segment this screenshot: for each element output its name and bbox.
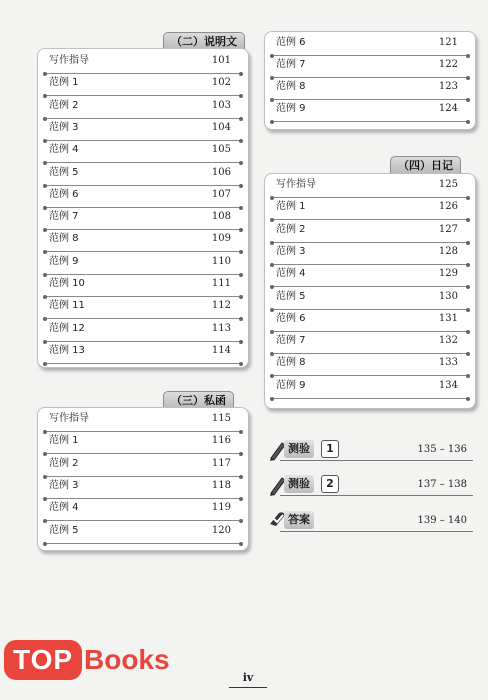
toc-entry-label: 范例 3	[49, 479, 79, 491]
toc-entry-page: 114	[211, 344, 231, 356]
toc-entry-label: 范例 11	[49, 300, 85, 312]
toc-entry-label: 范例 6	[276, 37, 306, 48]
toc-entry-label: 范例 8	[49, 233, 79, 245]
toc-entry-page: 119	[211, 502, 231, 514]
test-label: 答案	[284, 511, 314, 529]
test-label: 测验	[284, 440, 314, 458]
toc-row	[45, 498, 241, 521]
toc-row	[45, 296, 241, 319]
toc-entry-label: 范例 4	[49, 144, 79, 156]
toc-entry-label: 范例 9	[276, 379, 306, 391]
toc-row	[272, 264, 468, 287]
toc-entry-label: 范例 5	[276, 290, 306, 302]
toc-entry-label: 范例 9	[49, 255, 79, 267]
toc-entry-label: 范例 13	[49, 344, 85, 356]
test-pages: 135 – 136	[417, 444, 467, 455]
toc-row	[272, 331, 468, 354]
toc-entry-page: 112	[211, 300, 231, 312]
toc-entry-page: 123	[438, 81, 458, 92]
toc-row	[45, 319, 241, 342]
toc-entry-page: 134	[438, 379, 458, 391]
toc-row	[272, 55, 468, 78]
toc-row	[45, 140, 241, 163]
toc-entry-page: 132	[438, 335, 458, 347]
toc-row	[272, 220, 468, 243]
toc-entry-label: 范例 2	[49, 99, 79, 111]
toc-row	[272, 242, 468, 265]
toc-row	[45, 431, 241, 454]
toc-entry-label: 范例 6	[276, 312, 306, 324]
toc-entry-label: 范例 7	[276, 59, 306, 70]
toc-entry-page: 120	[211, 524, 231, 536]
toc-entry-label: 范例 1	[276, 201, 306, 213]
toc-row	[45, 476, 241, 499]
toc-entry-label: 范例 1	[49, 435, 79, 447]
letter-section-continued	[264, 31, 476, 130]
toc-entry-page: 106	[211, 166, 231, 178]
toc-row	[45, 521, 241, 544]
test-entry	[268, 472, 473, 500]
toc-entry-label: 范例 2	[49, 457, 79, 469]
toc-entry-page: 113	[211, 322, 231, 334]
test-pages: 137 – 138	[417, 479, 467, 490]
toc-entry-label: 范例 10	[49, 278, 85, 289]
toc-entry-label: 范例 7	[49, 211, 79, 223]
test-underline	[280, 495, 473, 496]
toc-row	[45, 51, 241, 74]
toc-row	[272, 33, 468, 56]
section-title-letter: （三）私函	[163, 391, 234, 410]
toc-entry-page: 116	[211, 435, 231, 447]
toc-row	[45, 185, 241, 208]
toc-row	[272, 175, 468, 198]
toc-entry-page: 124	[438, 103, 458, 114]
toc-entry-label: 写作指导	[276, 179, 316, 190]
toc-entry-page: 129	[438, 268, 458, 280]
toc-row	[45, 454, 241, 477]
toc-entry-page: 131	[438, 312, 458, 324]
toc-entry-page: 101	[211, 55, 231, 66]
toc-row	[45, 118, 241, 141]
toc-entry-label: 写作指导	[49, 413, 89, 424]
section-title-diary: （四）日记	[390, 156, 461, 175]
toc-entry-label: 范例 9	[276, 103, 306, 114]
toc-entry-label: 范例 3	[276, 245, 306, 257]
test-number: 1	[321, 440, 339, 458]
toc-row	[45, 409, 241, 432]
toc-entry-page: 122	[438, 59, 458, 70]
toc-row	[272, 376, 468, 399]
toc-entry-label: 范例 8	[276, 81, 306, 92]
page-number: iv	[233, 670, 263, 686]
diary-section	[264, 173, 476, 409]
toc-row	[45, 274, 241, 297]
toc-entry-label: 范例 12	[49, 322, 85, 334]
toc-entry-page: 108	[211, 211, 231, 223]
test-pages: 139 – 140	[417, 515, 467, 526]
test-entry	[268, 437, 473, 465]
toc-row	[45, 252, 241, 275]
toc-entry-page: 133	[438, 357, 458, 369]
section-title-expository: （二）说明文	[163, 32, 245, 51]
toc-entry-page: 102	[211, 77, 231, 89]
toc-entry-label: 范例 1	[49, 77, 79, 89]
answers-entry	[268, 508, 473, 536]
toc-row	[45, 163, 241, 186]
toc-entry-page: 127	[438, 223, 458, 235]
toc-row	[45, 341, 241, 364]
toc-entry-page: 117	[211, 457, 231, 469]
toc-entry-label: 范例 4	[49, 502, 79, 514]
toc-entry-page: 103	[211, 99, 231, 111]
toc-entry-page: 107	[211, 188, 231, 200]
toc-entry-label: 范例 4	[276, 268, 306, 280]
toc-entry-page: 109	[211, 233, 231, 245]
toc-row	[272, 309, 468, 332]
toc-entry-page: 115	[211, 413, 231, 424]
test-number: 2	[321, 475, 339, 493]
toc-entry-label: 范例 5	[49, 524, 79, 536]
toc-entry-page: 126	[438, 201, 458, 213]
logo-top-text: TOP	[4, 640, 82, 680]
toc-row	[272, 353, 468, 376]
toc-entry-page: 128	[438, 245, 458, 257]
test-label: 测验	[284, 475, 314, 493]
toc-row	[272, 99, 468, 122]
toc-entry-label: 范例 8	[276, 357, 306, 369]
toc-row	[272, 287, 468, 310]
toc-row	[272, 77, 468, 100]
toc-entry-page: 130	[438, 290, 458, 302]
test-underline	[280, 460, 473, 461]
toc-entry-page: 104	[211, 121, 231, 133]
logo-books-text: Books	[84, 644, 170, 675]
toc-row	[272, 197, 468, 220]
toc-entry-label: 范例 7	[276, 335, 306, 347]
toc-entry-page: 110	[211, 255, 231, 267]
toc-row	[45, 73, 241, 96]
expository-section	[37, 48, 249, 368]
toc-entry-page: 125	[438, 179, 458, 190]
toc-entry-page: 105	[211, 144, 231, 156]
letter-section	[37, 407, 249, 551]
toc-row	[45, 96, 241, 119]
test-underline	[280, 531, 473, 532]
toc-entry-page: 111	[211, 278, 231, 289]
toc-entry-label: 范例 2	[276, 223, 306, 235]
toc-entry-page: 118	[211, 479, 231, 491]
toc-entry-label: 范例 3	[49, 121, 79, 133]
toc-row	[45, 207, 241, 230]
toc-entry-label: 范例 5	[49, 166, 79, 178]
toc-row	[45, 229, 241, 252]
toc-entry-label: 写作指导	[49, 55, 89, 66]
toc-entry-label: 范例 6	[49, 188, 79, 200]
toc-entry-page: 121	[438, 37, 458, 48]
